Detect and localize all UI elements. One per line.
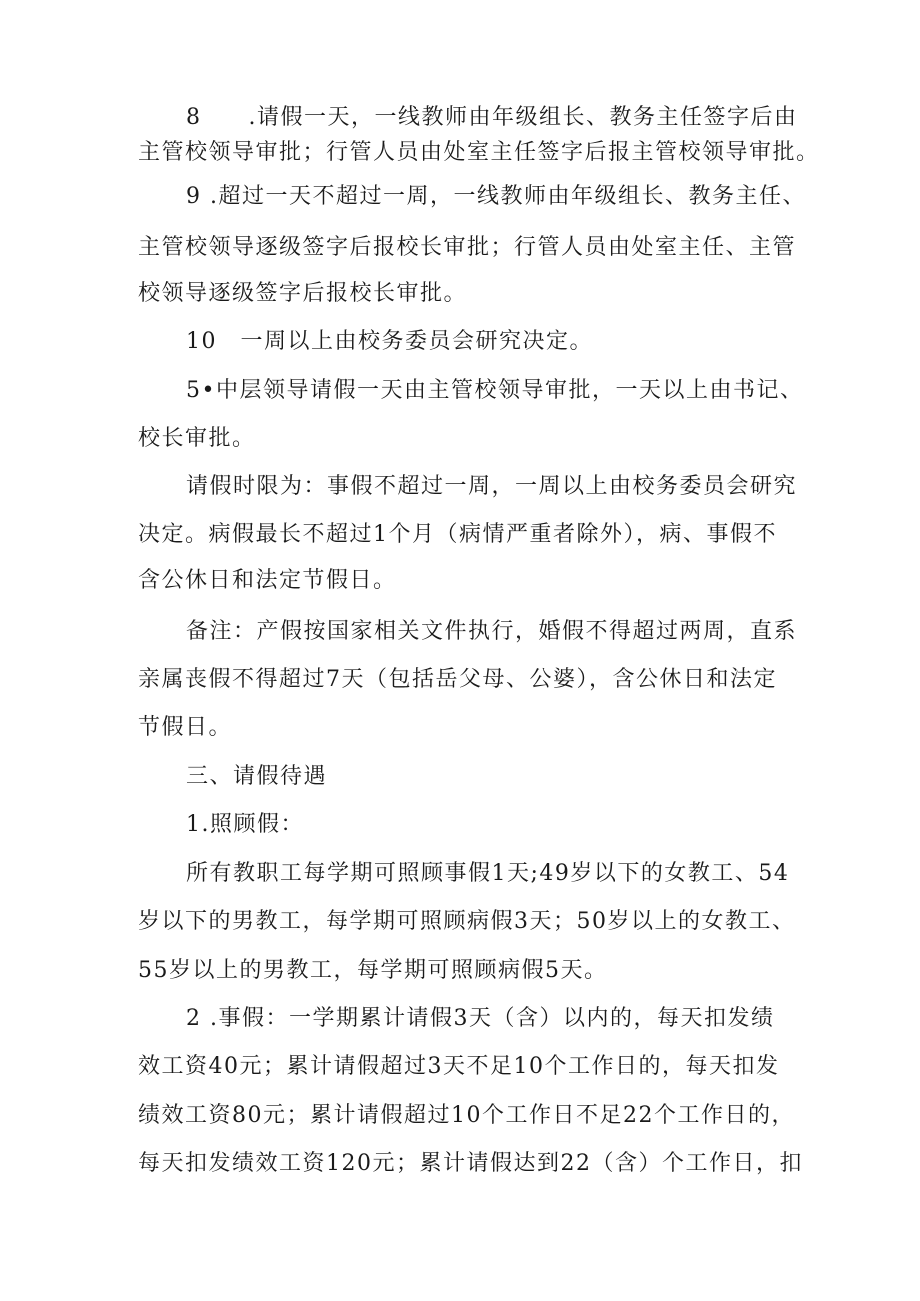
- text-line: 1.照顾假：: [186, 812, 304, 837]
- text-line: 9 .超过一天不超过一周，一线教师由年级组长、教务主任、: [186, 184, 806, 209]
- text-line: 2 .事假：一学期累计请假3天（含）以内的，每天扣发绩: [186, 1006, 775, 1031]
- text-line: 10 一周以上由校务委员会研究决定。: [186, 329, 593, 354]
- text-line: 每天扣发绩效工资120元；累计请假达到22（含）个工作日，扣: [138, 1151, 803, 1176]
- text-line: 节假日。: [138, 715, 233, 740]
- text-line: 亲属丧假不得超过7天（包括岳父母、公婆），含公休日和法定: [138, 667, 777, 692]
- text-line: 请假时限为：事假不超过一周，一周以上由校务委员会研究: [186, 474, 798, 499]
- text-line: 主管校领导审批；行管人员由处室主任签字后报主管校领导审批。: [138, 140, 820, 165]
- text-line: 效工资40元；累计请假超过3天不足10个工作日的，每天扣发: [138, 1054, 780, 1079]
- text-line: 校长审批。: [138, 426, 256, 451]
- text-line: 备注：产假按国家相关文件执行，婚假不得超过两周，直系: [186, 619, 798, 644]
- text-line: 5•中层领导请假一天由主管校领导审批，一天以上由书记、: [186, 378, 804, 403]
- text-line: 三、请假待遇: [186, 764, 328, 789]
- text-line: 校领导逐级签字后报校长审批。: [138, 281, 468, 306]
- text-line: 含公休日和法定节假日。: [138, 568, 397, 593]
- text-line: 决定。病假最长不超过1个月（病情严重者除外），病、事假不: [138, 522, 777, 547]
- text-line: 所有教职工每学期可照顾事假1天;49岁以下的女教工、54: [186, 861, 790, 886]
- text-line: 绩效工资80元；累计请假超过10个工作日不足22个工作日的，: [138, 1103, 795, 1128]
- text-line: 8 .请假一天，一线教师由年级组长、教务主任签字后由: [186, 105, 798, 130]
- text-line: 主管校领导逐级签字后报校长审批；行管人员由处室主任、主管: [138, 235, 797, 260]
- text-line: 岁以下的男教工，每学期可照顾病假3天；50岁以上的女教工、: [138, 909, 796, 934]
- text-line: 55岁以上的男教工，每学期可照顾病假5天。: [138, 958, 608, 983]
